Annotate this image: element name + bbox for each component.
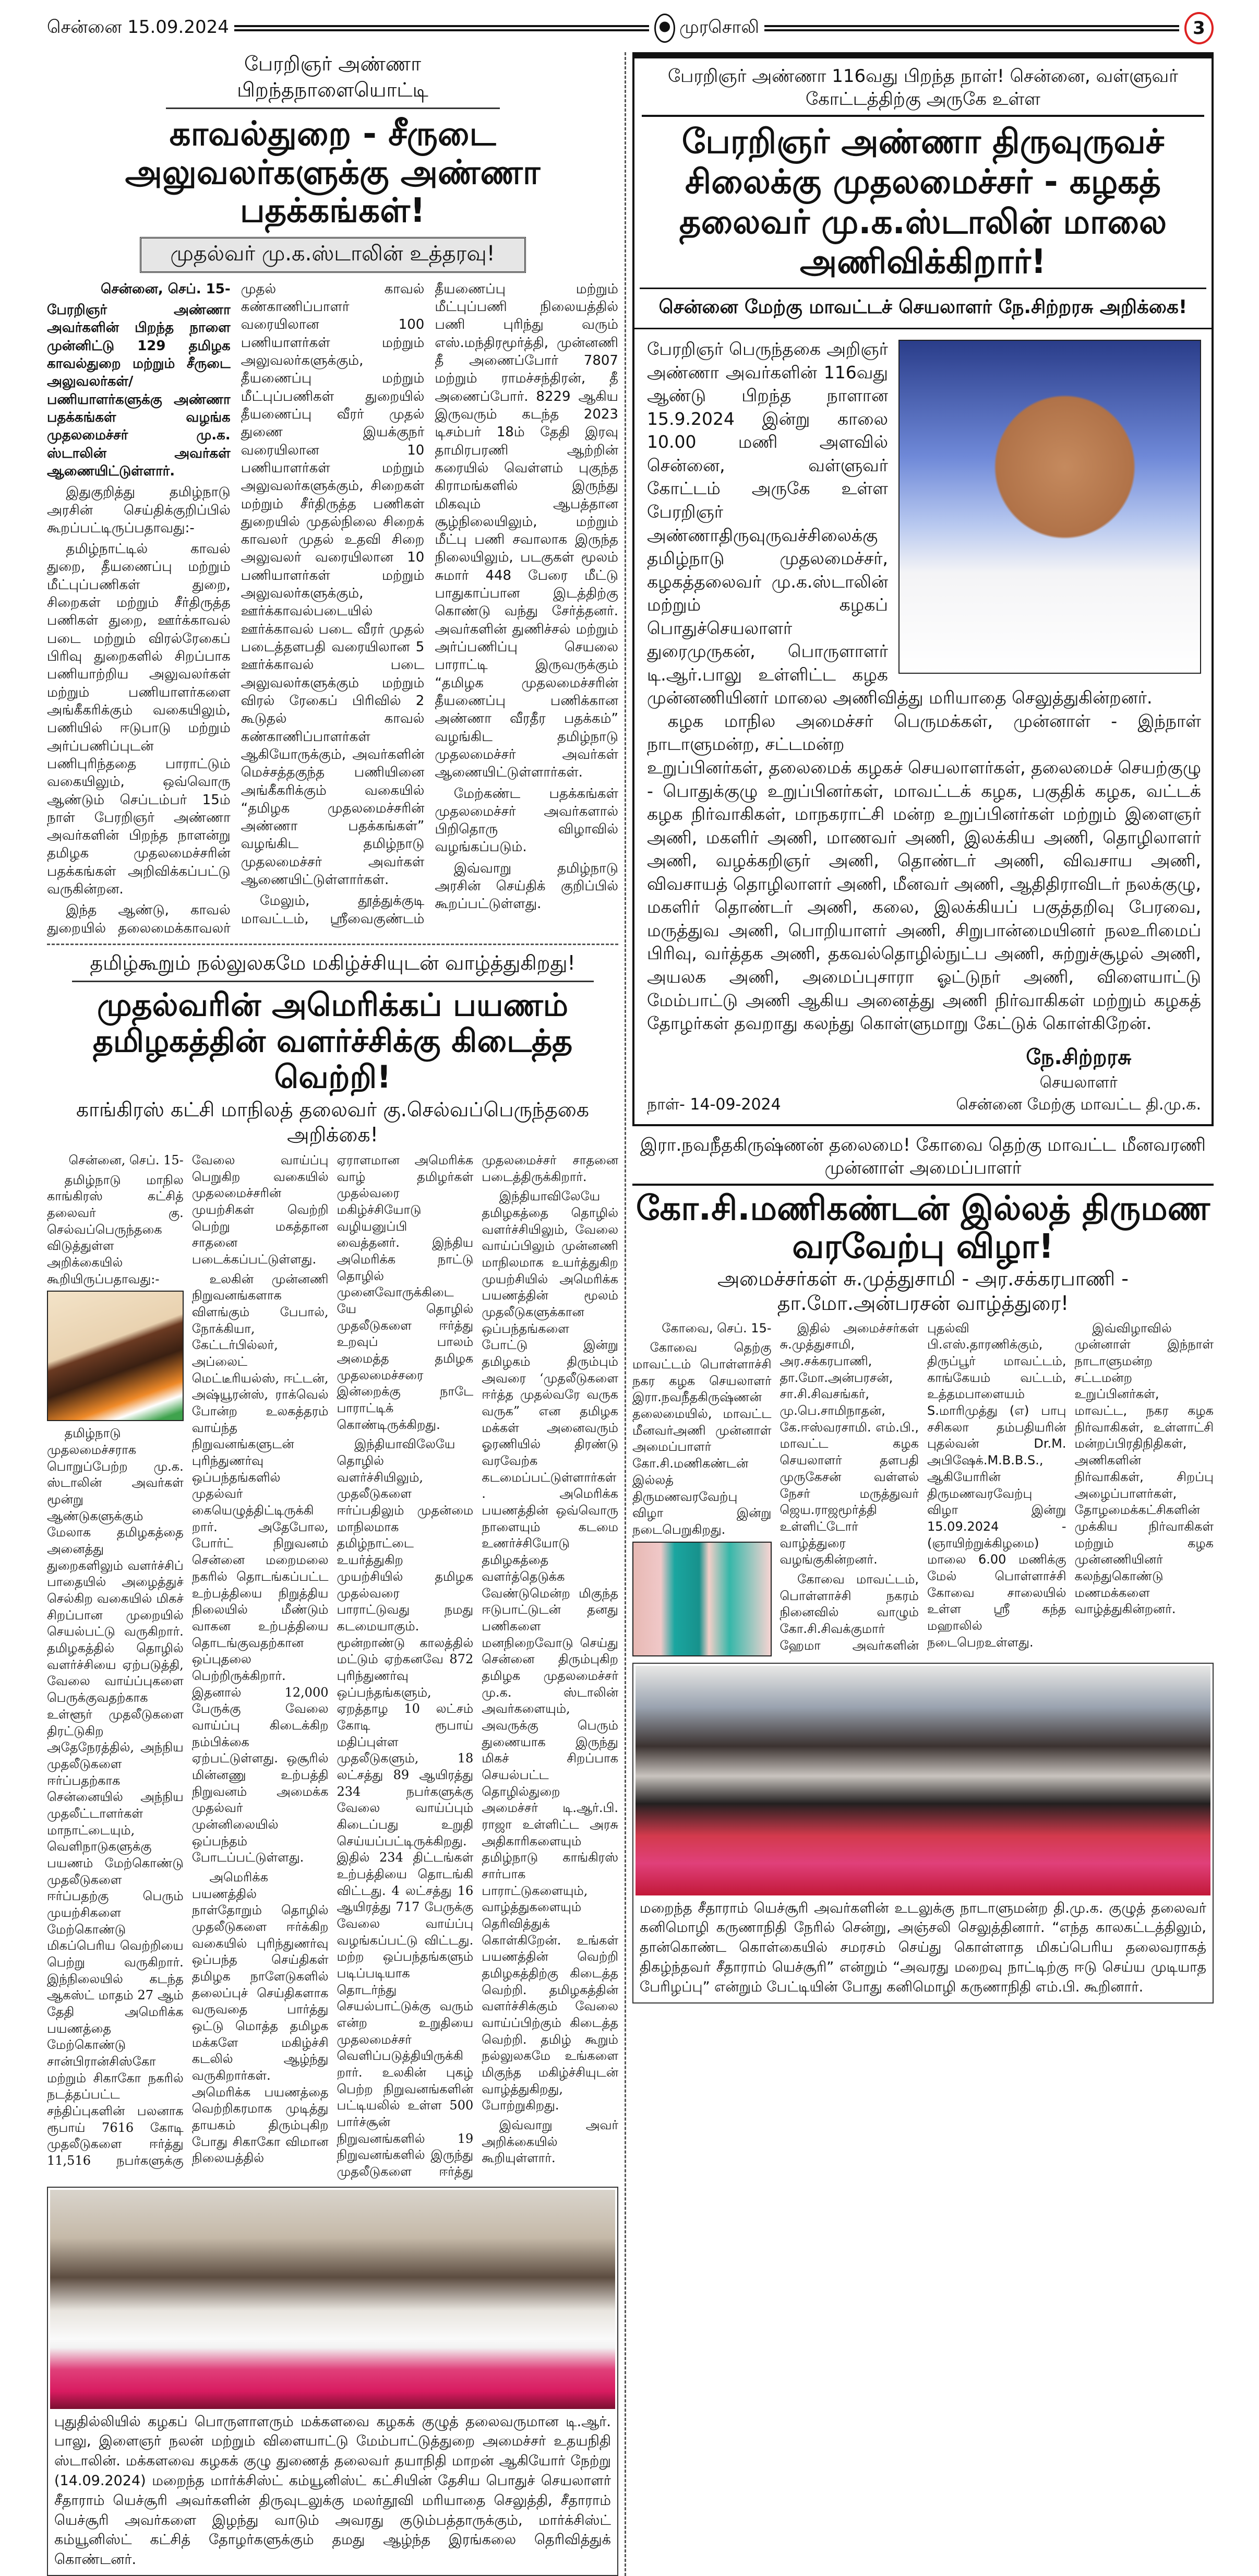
- photo-block-delhi: [47, 2187, 618, 2576]
- dateline: கோவை, செப். 15-: [662, 1320, 772, 1335]
- article-body: [47, 280, 618, 937]
- paragraph: இந்தியாவிலேயே தமிழகத்தை தொழில் வளர்ச்சியிலும், வேலை வாய்ப்பிலும் முன்னணி மாநிலமாக உயர்த்துகிற முயற்சியில் அமெரிக்க பயணத்தின் மூலம் முதலீடுகளுக்கான ஒப்பந்தங்களை போட்டு இன்று தமிழகம் திரும்பும் அவரை ‘முதலீடுகளை ஈர்த்த முதல்வரே வருக வருக” என தமிழக மக்கள் அனைவரும் ஓரணியில் திரண்டு வரவேற்க கடமைப்பட்டுள்ளார்கள். அமெரிக்க பயணத்தின் ஒவ்வொரு நாளையும் கடமை உணர்ச்சியோடு தமிழகத்தை வளர்த்தெடுக்க வேண்டுமென்ற மிகுந்த ஈடுபாட்டுடன் தனது பணிகளை மனநிறைவோடு செய்து சென்னை திரும்புகிற தமிழக முதலமைச்சர் மு.க. ஸ்டாலின் அவர்களையும், அவருக்கு பெரும் துணையாக இருந்து மிகச் சிறப்பாக செயல்பட்ட தொழில்துறை அமைச்சர் டி.ஆர்.பி. ராஜா உள்ளிட்ட அரசு அதிகாரிகளையும் தமிழ்நாடு காங்கிரஸ் சார்பாக பாராட்டுகளையும், வாழ்த்துகளையும் தெரிவித்துக் கொள்கிறேன். உங்கள் பயணத்தின் வெற்றி தமிழகத்திற்கு கிடைத்த வெற்றி. தமிழகத்தின் வளர்ச்சிக்கும் வேலை வாய்ப்பிற்கும் கிடைத்த வெற்றி. தமிழ் கூறும் நல்லுலகமே உங்களை மிகுந்த மகிழ்ச்சியுடன் வாழ்த்துகிறது, போற்றுகிறது.: [482, 1189, 618, 2113]
- subhead: காங்கிரஸ் கட்சி மாநிலத் தலைவர் கு.செல்வப்பெருந்தகை அறிக்கை!: [76, 1098, 590, 1146]
- signatory: [956, 1043, 1201, 1116]
- photo-caption: புதுதில்லியில் கழகப் பொருளாளரும் மக்களவை கழகக் குழுத் தலைவருமான டி.ஆர். பாலு, இளைஞர் நலன் மற்றும் விளையாட்டு மேம்பாட்டுத்துறை அமைச்சர் உதயநிதி ஸ்டாலின். மக்களவை கழகக் குழு துணைத் தலைவர் தயாநிதி மாறன் ஆகியோர் நேற்று (14.09.2024) மறைந்த மார்க்சிஸ்ட் கம்யூனிஸ்ட் கட்சியின் தேசிய பொதுச் செயலாளர் சீதாராம் யெச்சூரி அவர்களின் திருவுடலுக்கு மலர்தூவி மரியாதை செலுத்தி, சீதாராம் யெச்சூரி அவர்களை இழந்து வாடும் அவரது குடும்பத்தாருக்கும், மார்க்சிஸ்ட் கம்யூனிஸ்ட் கட்சித் தோழர்களுக்கும் தமது ஆழ்ந்த இரங்கலை தெரிவித்துக் கொண்டனர்.: [54, 2413, 611, 2568]
- photo-anna-portrait: [898, 340, 1201, 674]
- kicker: பேரறிஞர் அண்ணா பிறந்தநாளையொட்டி: [166, 52, 500, 109]
- paragraph: இந்தியாவிலேயே தொழில் வளர்ச்சியிலும், முதலீடுகளை ஈர்ப்பதிலும் முதன்மை மாநிலமாக தமிழ்நாட்டை உயர்த்துகிற முயற்சியில் தமிழக முதல்வரை பாராட்டுவது நமது கடமையாகும். மூன்றாண்டு காலத்தில் மட்டும் ஏற்கனவே 872 புரிந்துணர்வு ஒப்பந்தங்களும், ஏறத்தாழ 10 லட்சம் கோடி ரூபாய் மதிப்புள்ள முதலீடுகளும், 18 லட்சத்து 89 ஆயிரத்து 234 நபர்களுக்கு வேலை வாய்ப்பும் கிடைப்பது உறுதி செய்யப்பட்டிருக்கிறது. இதில் 234 திட்டங்கள் உற்பத்தியை தொடங்கி விட்டது. 4 லட்சத்து 16 ஆயிரத்து 717 பேருக்கு வேலை வாய்ப்பு வழங்கப்பட்டு விட்டது. மற்ற ஒப்பந்தங்களும் படிப்படியாக தொடர்ந்து செயல்பாட்டுக்கு வரும் என்ற உறுதியை முதலமைச்சர் வெளிப்படுத்தியிருக்கிறார். உலகின் புகழ் பெற்ற நிறுவனங்களின் பட்டியலில் உள்ள 500 பார்ச்சூன் நிறுவனங்களில் 19 நிறுவனங்களில் இருந்து முதலீடுகளை ஈர்த்து முதலமைச்சர் சாதனை படைத்திருக்கிறார்.: [337, 1153, 618, 2179]
- article-anna-medals: [47, 52, 618, 937]
- dateline: சென்னை, செப். 15-: [101, 281, 231, 297]
- kicker: இரா.நவநீதகிருஷ்ணன் தலைமை! கோவை தெற்கு மாவட்ட மீனவரணி முன்னாள் அமைப்பாளர்: [632, 1135, 1214, 1186]
- masthead: [654, 14, 759, 43]
- notice-date: நாள்- 14-09-2024: [647, 1095, 781, 1114]
- paragraph: தமிழ்நாடு முதலமைச்சராக பொறுப்பேற்ற மு.க. ஸ்டாலின் அவர்கள் மூன்று ஆண்டுகளுக்கும் மேலாக தமிழகத்தை அனைத்து துறைகளிலும் வளர்ச்சிப் பாதையில் அழைத்துச் செல்கிற வகையில் மிகச் சிறப்பான முறையில் செயல்பட்டு வருகிறார். தமிழகத்தில் தொழில் வளர்ச்சியை ஏற்படுத்தி, வேலை வாய்ப்புகளை பெருக்குவதற்காக உள்ளூர் முதலீடுகளை திரட்டுகிற அதேநேரத்தில், அந்நிய முதலீடுகளை ஈர்ப்பதற்காக சென்னையில் அந்நிய முதலீட்டாளர்கள் மாநாட்டையும், வெளிநாடுகளுக்கு பயணம் மேற்கொண்டு முதலீடுகளை ஈர்ப்பதற்கு பெரும் முயற்சிகளை மேற்கொண்டு மிகப்பெரிய வெற்றியை பெற்று வருகிறார். இந்நிலையில் கடந்த ஆகஸ்ட் மாதம் 27 ஆம் தேதி அமெரிக்க பயணத்தை மேற்கொண்டு சான்பிரான்சிஸ்கோ மற்றும் சிகாகோ நகரில் நடத்தப்பட்ட சந்திப்புகளின் பலனாக ரூபாய் 7616 கோடி முதலீடுகளை ஈர்த்து 11,516 நபர்களுக்கு வேலை வாய்ப்பு பெறுகிற வகையில் முதலமைச்சரின் முயற்சிகள் வெற்றி பெற்று மகத்தான சாதனை படைக்கப்பட்டுள்ளது.: [47, 1153, 329, 2168]
- headline: முதல்வரின் அமெரிக்கப் பயணம் தமிழகத்தின் வளர்ச்சிக்கு கிடைத்த வெற்றி!: [92, 987, 573, 1096]
- subhead: சென்னை மேற்கு மாவட்டச் செயலாளர் நே.சிற்றரசு அறிக்கை!: [634, 289, 1212, 329]
- paragraph: இவ்வாறு தமிழ்நாடு அரசின் செய்திக் குறிப்பில் கூறப்பட்டுள்ளது.: [435, 860, 618, 912]
- page-number-badge: 3: [1184, 12, 1214, 44]
- photo-caption: மறைந்த சீதாராம் யெச்சூரி அவர்களின் உடலுக்கு நாடாளுமன்ற தி.மு.க. குழுத் தலைவர் கனிமொழி கருணாநிதி நேரில் சென்று, அஞ்சலி செலுத்தினார். “எந்த காலகட்டத்திலும், தான்கொண்ட கொள்கையில் சமரசம் செய்து கொள்ளாத மிகப்பெரிய தலைவராகத் திகழ்ந்தவர் சீதாராம் யெச்சூரி” என்றும் “அவரது மறைவு நாட்டிற்கு ஈடு செய்ய முடியாத பேரிழப்பு” என்றும் பேட்டியின் போது கனிமொழி கருணாநிதி எம்.பி. கூறினார்.: [640, 1900, 1206, 1995]
- signatory-name: நே.சிற்றரசு: [1026, 1045, 1132, 1069]
- article-body: [47, 1152, 618, 2180]
- notice-paragraph: கழக மாநில அமைச்சர் பெருமக்கள், முன்னாள் - இந்நாள் நாடாளுமன்ற, சட்டமன்ற: [647, 710, 1201, 755]
- section-divider: [47, 944, 618, 945]
- paragraph: இந்த ஆண்டு, காவல் துறையில் தலைமைக்காவலர் முதல் காவல் கண்காணிப்பாளர் வரையிலான 100 பணியாளர்கள் மற்றும் அலுவலர்களுக்கும், தீயணைப்பு மற்றும் மீட்புப்பணிகள் துறையில் தீயணைப்பு வீரர் முதல் துணை இயக்குநர் வரையிலான 10 பணியாளர்கள் மற்றும் அலுவலர்களுக்கும், சிறைகள் மற்றும் சீர்திருத்த பணிகள் துறையில் முதல்நிலை சிறைக் காவலர் முதல் உதவி சிறை அலுவலர் வரையிலான 10 பணியாளர்கள் மற்றும் அலுவலர்களுக்கும், ஊர்க்காவல்படையில் ஊர்க்காவல் படை வீரர் முதல் படைத்தளபதி வரையிலான 5 ஊர்க்காவல் படை அலுவலர்களுக்கும் மற்றும் விரல் ரேகைப் பிரிவில் 2 கூடுதல் காவல் கண்காணிப்பாளர்கள் ஆகியோருக்கும், அவர்களின் மெச்சத்தகுந்த பணியினை அங்கீகரிக்கும் வகையில் “தமிழக முதலமைச்சரின் அண்ணா பதக்கங்கள்” வழங்கிட தமிழ்நாடு முதலமைச்சர் அவர்கள் ஆணையிட்டுள்ளார்கள்.: [47, 281, 425, 936]
- notice-paragraph: உறுப்பினர்கள், தலைமைக் கழகச் செயலாளர்கள், தலைமைச் செயற்குழு - பொதுக்குழு உறுப்பினர்கள், மாவட்டக் கழக, பகுதிக் கழக, வட்டக் கழக நிர்வாகிகள், மாநகராட்சி மன்ற உறுப்பினர்கள் மற்றும் இளைஞர் அணி, மகளிர் அணி, மாணவர் அணி, இலக்கிய அணி, தொழிலாளர் அணி, வழக்கறிஞர் அணி, தொண்டர் அணி, விவசாய அணி, விவசாயத் தொழிலாளர் அணி, மீனவர் அணி, ஆதிதிராவிடர் நலக்குழு, மகளிர் தொண்டர் அணி, கலை, இலக்கியப் பகுத்தறிவு பேரவை, மருத்துவ அணி, பொறியாளர் அணி, சிறுபான்மையினர் நலஉரிமைப் பிரிவு, வர்த்தக அணி, தகவல்தொழில்நுட்ப அணி, சுற்றுச்சூழல் அணி, அயலக அணி, அமைப்புசாரா ஓட்டுநர் அணி, விளையாட்டு மேம்பாட்டு அணி ஆகிய அனைத்து அணி நிர்வாகிகள் மற்றும் கழகத் தோழர்கள் தவறாது கலந்து கொள்ளுமாறு கேட்டுக் கொள்கிறேன்.: [647, 757, 1201, 1034]
- paragraph: தமிழ்நாட்டில் காவல் துறை, தீயணைப்பு மற்றும் மீட்புப்பணிகள் துறை, சிறைகள் மற்றும் சீர்திருத்த பணிகள் துறை, ஊர்க்காவல் படை மற்றும் விரல்ரேகைப் பிரிவு துறைகளில் சிறப்பாக பணியாற்றிய அலுவலர்கள் மற்றும் பணியாளர்களை அங்கீகரிக்கும் வகையிலும், பணியில் ஈடுபாடு மற்றும் அர்ப்பணிப்புடன் பணிபுரிந்ததை பாராட்டும் வகையிலும், ஒவ்வொரு ஆண்டும் செப்டம்பர் 15ம் நாள் பேரறிஞர் அண்ணா அவர்களின் பிறந்த நாளன்று தமிழக முதலமைச்சரின் பதக்கங்கள் அறிவிக்கப்பட்டு வருகின்றன.: [47, 541, 231, 898]
- masthead-title: முரசொலி: [679, 17, 759, 38]
- paragraph: தமிழ்நாடு மாநில காங்கிரஸ் கட்சித் தலைவர் கு. செல்வப்பெருந்தகை விடுத்துள்ள அறிக்கையில் கூறியிருப்பதாவது:-: [47, 1172, 184, 1286]
- paragraph: கோவை தெற்கு மாவட்டம் பொள்ளாச்சி நகர கழக செயலாளர் இரா.நவநீதகிருஷ்ணன் தலைமையில், மாவட்ட மீனவர்அணி முன்னாள் அமைப்பாளர் கோ.சி.மணிகண்டன் இல்லத் திருமணவரவேற்பு விழா இன்று நடைபெறுகிறது.: [632, 1340, 772, 1537]
- header-rule: [764, 25, 1179, 31]
- paragraph: இவ்வாறு அவர் அறிக்கையில் கூறியுள்ளார்.: [482, 2118, 618, 2166]
- headline: காவல்துறை - சீருடை அலுவலர்களுக்கு அண்ணா பதக்கங்கள்!: [125, 115, 541, 231]
- paragraph: கோவை மாவட்டம், பொள்ளாச்சி நகரம் நினைவில் வாழும் கோ.சி.சிவக்குமார் ஹேமா அவர்களின் புதல்வி பி.எஸ்.தாரணிக்கும், திருப்பூர் மாவட்டம், காங்கேயம் வட்டம், உத்தமபாளையம் S.மாரிமுத்து (எ) பாபு சசிகலா தம்பதியரின் புதல்வன் Dr.M. அபிஷேக்.M.B.B.S., ஆகியோரின் திருமணவரவேற்பு விழா இன்று 15.09.2024 - (ஞாயிற்றுக்கிழமை) மாலை 6.00 மணிக்கு மேல் பொள்ளாச்சி கோவை சாலையில் உள்ள ஸ்ரீ கந்த மஹாலில் நடைபெறஉள்ளது.: [780, 1320, 1066, 1653]
- photo-yechury-tribute-delhi: [50, 2190, 615, 2409]
- signatory-organisation: சென்னை மேற்கு மாவட்ட தி.மு.க.: [956, 1095, 1201, 1114]
- photo-wedding-couple: [632, 1542, 772, 1656]
- notice-body: [634, 329, 1212, 1124]
- paragraph: இதில் அமைச்சர்கள் சு.முத்துசாமி, அர.சக்கரபாணி, தா.மோ.அன்பரசன், சா.சி.சிவசங்கர், மு.பெ.சாமிநாதன், கே.ஈஸ்வரசாமி. எம்.பி., மாவட்ட கழக செயலாளர் தளபதி முருகேசன் வள்ளல் நேசர் மருத்துவர் ஜெய.ராஜமூர்த்தி உள்ளிட்டோர் வாழ்த்துரை வழங்குகின்றனர்.: [780, 1320, 919, 1567]
- paragraph: மேற்கண்ட பதக்கங்கள் முதலமைச்சர் அவர்களால் பிறிதொரு விழாவில் வழங்கப்படும்.: [435, 785, 618, 855]
- paragraph: உலகின் முன்னணி நிறுவனங்களாக விளங்கும் பேபால், நோக்கியா, கேட்டர்பில்லர், அப்லைட் மெட்டீரியல்ஸ், ஈட்டன், அஷ்யூரன்ஸ், ராக்வெல் போன்ற உலகத்தரம் வாய்ந்த நிறுவனங்களுடன் புரிந்துணர்வு ஒப்பந்தங்களில் முதல்வர் கையெழுத்திட்டிருக்கிறார். அதேபோல, போர்ட் நிறுவனம் சென்னை மறைமலை நகரில் தொடங்கப்பட்ட உற்பத்தியை நிறுத்திய நிலையில் மீண்டும் வாகன உற்பத்தியை தொடங்குவதற்கான ஒப்புதலை பெற்றிருக்கிறார். இதனால் 12,000 பேருக்கு வேலை வாய்ப்பு கிடைக்கிற நம்பிக்கை ஏற்பட்டுள்ளது. ஒசூரில் மின்னணு உற்பத்தி நிறுவனம் அமைக்க முதல்வர் முன்னிலையில் ஒப்பந்தம் போடப்பட்டுள்ளது.: [191, 1271, 329, 1865]
- edition-date: சென்னை 15.09.2024: [47, 17, 229, 38]
- article-us-trip: [47, 951, 618, 2180]
- headline: கோ.சி.மணிகண்டன் இல்லத் திருமண வரவேற்பு விழா!: [636, 1189, 1210, 1267]
- photo-block-kanimozhi: [632, 1663, 1214, 2003]
- page-header: [47, 11, 1214, 45]
- notice-signature-block: [647, 1043, 1201, 1116]
- lead-paragraph: பேரறிஞர் அண்ணா அவர்களின் பிறந்த நாளை முன்னிட்டு 129 தமிழக காவல்துறை மற்றும் சீருடை அலுவலர்கள்/பணியாளர்களுக்கு அண்ணா பதக்கங்கள் வழங்க முதலமைச்சர் மு.க. ஸ்டாலின் அவர்கள் ஆணையிட்டுள்ளார்.: [47, 302, 231, 479]
- article-body: [632, 1320, 1214, 1656]
- paragraph: இதுகுறித்து தமிழ்நாடு அரசின் செய்திக்குறிப்பில் கூறப்பட்டிருப்பதாவது:-: [47, 484, 231, 536]
- photo-yechury-tribute-kanimozhi: [636, 1666, 1210, 1895]
- subhead-box: முதல்வர் மு.க.ஸ்டாலின் உத்தரவு!: [140, 237, 526, 273]
- header-rule: [234, 25, 649, 31]
- subhead: அமைச்சர்கள் சு.முத்துசாமி - அர.சக்கரபாணி - தா.மோ.அன்பரசன் வாழ்த்துரை!: [717, 1267, 1129, 1315]
- headline: பேரறிஞர் அண்ணா திருவுருவச் சிலைக்கு முதலமைச்சர் - கழகத் தலைவர் மு.க.ஸ்டாலின் மாலை அணிவிக்கிறார்!: [640, 122, 1206, 289]
- kicker: தமிழ்கூறும் நல்லுலகமே மகிழ்ச்சியுடன் வாழ்த்துகிறது!: [72, 951, 594, 982]
- page-body: [47, 52, 1214, 2576]
- left-column: [47, 52, 626, 2576]
- article-wedding-reception: [632, 1135, 1214, 1656]
- photo-selvaperunthagai: [47, 1291, 184, 1421]
- paragraph: இவ்விழாவில் முன்னாள் இந்நாள் நாடாளுமன்ற சட்டமன்ற உறுப்பினர்கள், மாவட்ட, நகர கழக நிர்வாகிகள், உள்ளாட்சி மன்றப்பிரதிநிதிகள், அணிகளின் நிர்வாகிகள், சிறப்பு அழைப்பாளர்கள், தோழமைக்கட்சிகளின் முக்கிய நிர்வாகிகள் மற்றும் கழக முன்னணியினர் கலந்துகொண்டு மணமக்களை வாழ்த்துகின்றனர்.: [1074, 1320, 1214, 1617]
- masthead-logo-icon: [654, 14, 675, 43]
- paragraph: மேலும், தூத்துக்குடி மாவட்டம், ஸ்ரீவைகுண்டம் தீயணைப்பு மற்றும் மீட்புப்பணி நிலையத்தில் பணி புரிந்து வரும் எஸ்.மந்திரமூர்த்தி, முன்னணி தீ அணைப்போர் 7807 மற்றும் ராமச்சந்திரன், தீ அணைப்போர். 8229 ஆகிய இருவரும் கடந்த 2023 டிசம்பர் 18ம் தேதி இரவு தாமிரபரணி ஆற்றின் கரையில் வெள்ளம் புகுந்த கிராமங்களில் இருந்து மிகவும் ஆபத்தான சூழ்நிலையிலும், மற்றும் மீட்பு பணி சவாலாக இருந்த நிலையிலும், படகுகள் மூலம் சுமார் 448 பேரை மீட்டு பாதுகாப்பான இடத்திற்கு கொண்டு வந்து சேர்த்தனர். அவர்களின் துணிச்சல் மற்றும் அர்ப்பணிப்பு செயலை பாராட்டி இருவருக்கும் “தமிழக முதலமைச்சரின் தீயணைப்பு பணிக்கான அண்ணா வீரதீர பதக்கம்” வழங்கிட தமிழ்நாடு முதலமைச்சர் அவர்கள் ஆணையிட்டுள்ளார்கள்.: [241, 281, 618, 927]
- signatory-designation: செயலாளர்: [1039, 1073, 1118, 1092]
- paragraph: அமெரிக்க பயணத்தில் நாள்தோறும் தொழில் முதலீடுகளை ஈர்க்கிற வகையில் புரிந்துணர்வு ஒப்பந்த செய்திகள் தமிழக நாளேடுகளில் தலைப்புச் செய்திகளாக வருவதை பார்த்து ஒட்டு மொத்த தமிழக மக்களே மகிழ்ச்சி கடலில் ஆழ்ந்து வருகிறார்கள். அமெரிக்க பயணத்தை வெற்றிகரமாக முடித்து தாயகம் திரும்புகிற போது சிகாகோ விமான நிலையத்தில் ஏராளமான அமெரிக்க வாழ் தமிழர்கள் முதல்வரை மகிழ்ச்சியோடு வழியனுப்பி வைத்தனர். இந்திய அமெரிக்க நாட்டு தொழில் முனைவோருக்கிடையே தொழில் முதலீடுகளை ஈர்த்து உறவுப் பாலம் அமைத்த தமிழக முதலமைச்சரை இன்றைக்கு நாடே பாராட்டிக் கொண்டிருக்கிறது.: [191, 1153, 474, 2166]
- notice-paragraph: பேரறிஞர் பெருந்தகை அறிஞர் அண்ணா அவர்களின் 116வது ஆண்டு பிறந்த நாளான 15.9.2024 இன்று காலை 10.00 மணி அளவில் சென்னை, வள்ளுவர் கோட்டம் அருகே உள்ள பேரறிஞர் அண்ணாதிருவுருவச்சிலைக்கு தமிழ்நாடு முதலமைச்சர், கழகத்தலைவர் மு.க.ஸ்டாலின் மற்றும் கழகப் பொதுச்செயலாளர் துரைமுருகன், பொருளாளர் டி.ஆர்.பாலு உள்ளிட்ட கழக முன்னணியினர் மாலை அணிவித்து மரியாதை செலுத்துகின்றனர்.: [647, 339, 1153, 708]
- dateline: சென்னை, செப். 15-: [68, 1153, 184, 1168]
- kicker: பேரறிஞர் அண்ணா 116வது பிறந்த நாள்! சென்னை, வள்ளுவர் கோட்டத்திற்கு அருகே உள்ள: [642, 66, 1204, 117]
- right-column: [626, 52, 1214, 2576]
- notice-box-anna-birthday: [632, 52, 1214, 1126]
